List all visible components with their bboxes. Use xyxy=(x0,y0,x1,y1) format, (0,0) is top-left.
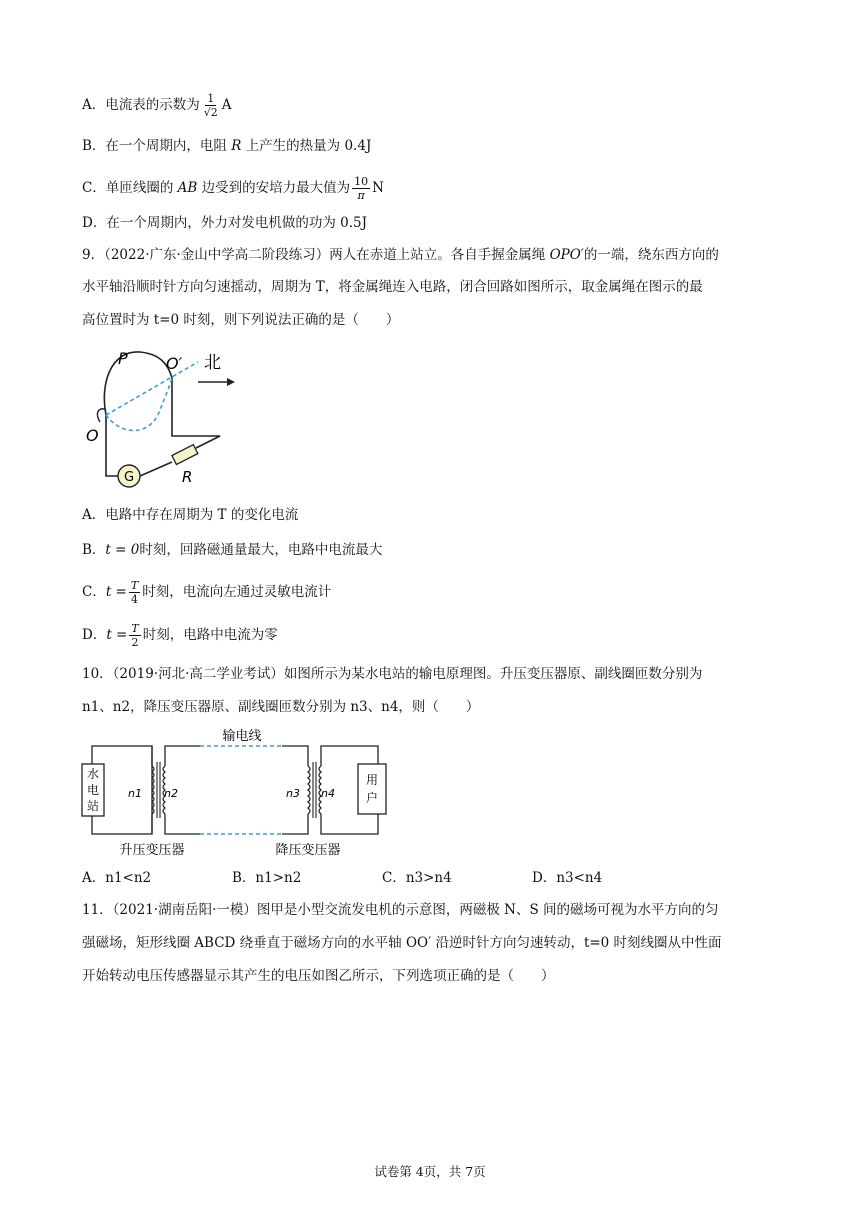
q9-option-c: C．t = $\frac{T}{4}$ 时刻，电流向左通过灵敏电流计 xyxy=(82,579,332,606)
svg-text:P: P xyxy=(118,349,128,368)
q8-option-b: B．在一个周期内，电阻 R 上产生的热量为 0.4J xyxy=(82,138,372,154)
q9-option-b: B．t = 0时刻，回路磁通量最大，电路中电流最大 xyxy=(82,542,383,558)
arrow-right-icon xyxy=(227,378,235,386)
fraction: $\frac{10}{\pi}$ xyxy=(354,175,369,202)
fraction: $\frac{1}{√2}$ xyxy=(203,92,218,119)
svg-text:n1: n1 xyxy=(128,787,142,800)
resistor-icon xyxy=(172,445,198,465)
q9-stem-line1: 9．（2022·广东·金山中学高二阶段练习）两人在赤道上站立。各自手握金属绳 OPO′的一端，绕东西方向的 xyxy=(82,247,719,263)
svg-text:G: G xyxy=(123,470,135,485)
svg-text:水: 水 xyxy=(86,767,100,781)
q10-stem-line1: 10．（2019·河北·高二学业考试）如图所示为某水电站的输电原理图。升压变压器原、副线圈匝数分别为 xyxy=(82,666,703,682)
svg-text:n2: n2 xyxy=(164,787,178,800)
svg-text:n4: n4 xyxy=(321,787,335,800)
q8-option-c: C．单匝线圈的 AB 边受到的安培力最大值为 $\frac{10}{\pi}$ N xyxy=(82,175,384,202)
q9-figure xyxy=(80,340,260,495)
svg-text:输电线: 输电线 xyxy=(222,729,262,744)
svg-text:户: 户 xyxy=(365,791,379,805)
svg-text:O′: O′ xyxy=(166,354,183,373)
q11-stem-line1: 11．（2021·湖南岳阳·一模）图甲是小型交流发电机的示意图，两磁极 N、S 间的磁场可视为水平方向的匀 xyxy=(82,902,719,918)
fraction: $\frac{T}{4}$ xyxy=(130,579,139,606)
q9-stem-line3: 高位置时为 t=0 时刻，则下列说法正确的是（ ） xyxy=(82,312,400,328)
svg-text:升压变压器: 升压变压器 xyxy=(119,843,185,858)
q10-figure xyxy=(78,722,408,862)
page-footer: 试卷第 4页，共 7页 xyxy=(374,1164,486,1179)
q10-option-a: A．n1<n2 xyxy=(82,870,152,886)
user-box xyxy=(358,764,386,814)
q10-option-b: B．n1>n2 xyxy=(232,870,302,886)
svg-text:n3: n3 xyxy=(286,787,300,800)
q11-stem-line3: 开始转动电压传感器显示其产生的电压如图乙所示，下列选项正确的是（ ） xyxy=(82,968,555,984)
svg-text:降压变压器: 降压变压器 xyxy=(275,843,341,858)
q11-stem-line2: 强磁场，矩形线圈 ABCD 绕垂直于磁场方向的水平轴 OO′ 沿逆时针方向匀速转动，t=0 时刻线圈从中性面 xyxy=(82,935,722,951)
q9-option-d: D．t = $\frac{T}{2}$ 时刻，电路中电流为零 xyxy=(82,622,278,649)
svg-text:O: O xyxy=(86,426,99,445)
q9-option-a: A．电路中存在周期为 T 的变化电流 xyxy=(82,507,299,523)
q10-option-d: D．n3<n4 xyxy=(532,870,603,886)
q10-option-c: C．n3>n4 xyxy=(382,870,452,886)
q9-stem-line2: 水平轴沿顺时针方向匀速摇动，周期为 T，将金属绳连入电路，闭合回路如图所示，取金属绳在图示的最 xyxy=(82,279,703,295)
q10-stem-line2: n1、n2，降压变压器原、副线圈匝数分别为 n3、n4，则（ ） xyxy=(82,699,480,715)
svg-text:北: 北 xyxy=(204,353,221,373)
fraction: $\frac{T}{2}$ xyxy=(131,622,139,649)
svg-text:电: 电 xyxy=(86,783,100,797)
svg-text:用: 用 xyxy=(365,773,379,787)
q8-option-a: A．电流表的示数为 $\frac{1}{√2}$ A xyxy=(82,92,232,119)
q8-option-d: D．在一个周期内，外力对发电机做的功为 0.5J xyxy=(82,215,368,231)
svg-text:R: R xyxy=(182,468,193,486)
svg-text:站: 站 xyxy=(86,799,100,813)
